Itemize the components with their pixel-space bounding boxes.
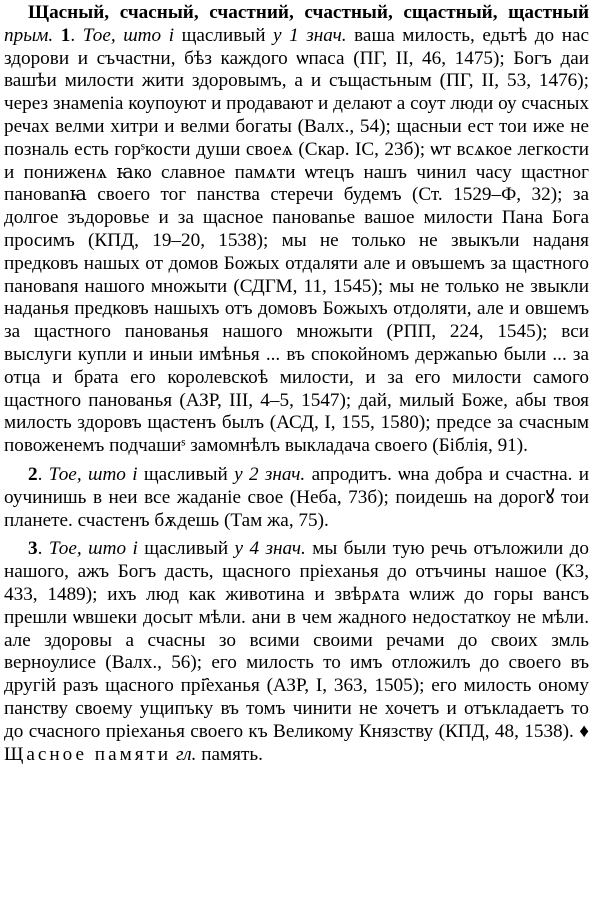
sense-synonym: щасливый xyxy=(143,463,228,485)
sense-synonym: щасливый xyxy=(144,538,229,560)
sense-1-paragraph: Щасный, счасный, счастний, счастный, сщастный, щастный прым. 1. Тое, што і щасливый у 1 знач. ваша милость, едьтѣ до нас здорови и съчастни, бѣз каждого ѡпаса (ПГ, II, 46, 1475); Богъ даи вашѣи милости жити здоровымъ, а и същастьным (ПГ, II, 53, 1476); через знамеnіа коупоуют и продавают и делают а соут люди оу счасных речах велми хитри и велми богаты (Валх., 54); щасныи ест тои иже не позналь есть горˢкости души своеѧ (Скар. ІС, 23б); ѡт всѧкое легкости и пониженѧ ꙗко славное памѧти ѡтецъ нашъ чинил часу щастног пановаnꙗ своего тог панства стеречи будемъ (Ст. 1529–Ф, 32); за долгое зъдоровье и за щасное пановаnье вашое милости Пана Бога просимъ (КПД, 19–20, 1538); мы не только не звыкъли наданя предковъ нашых от домов Божых отдаляти але и овъшемъ за щастного пановаnя нашого множыти (СДГМ, 11, 1545); мы не только не звыкли наданья предковъ нашыхъ отъ домовъ Божыхъ отдоляти, але и овшемъ за щастного панованья нашого множыти (РПП, 224, 1545); вси выслуги купли и иныи имѣнья ... въ спокойномъ держаnью были ... за отца и брата его королевскоѣ милости, и за его милости самого щастного панованья (АЗР, III, 4–5, 1547); дай, милый Боже, абы твоя милость здоровъ щастенъ былъ (АСД, I, 155, 1580); предсе за счасным повоженемъ подчашиˢ замомнѣлъ выкладача своего (Біблія, 91). xyxy=(4,2,589,457)
sense-synonym: щасливый xyxy=(181,24,266,46)
sense-ref-label: у 4 знач. xyxy=(234,538,306,560)
sense-ref-label: у 2 знач. xyxy=(234,463,306,485)
sense-definition: Тое, што і xyxy=(48,538,138,560)
sense-2-paragraph: 2. Тое, што і щасливый у 2 знач. апродитъ. ѡна добра и счастна. и оучинишь в неи все жаданіе свое (Неба, 73б); поидешь на дорогꙋ тои планете. счастенъ бѫдешь (Там жа, 75). xyxy=(4,463,590,531)
sense-number: 2 xyxy=(28,463,38,485)
sense-ref-label: у 1 знач. xyxy=(273,24,347,46)
sense-citations: апродитъ. ѡна добра и счастна. и оучинишь в неи все жаданіе свое (Неба, 73б); поидешь на дорогꙋ тои планете. счастенъ бѫдешь (Там жа, 75). xyxy=(4,463,590,531)
phrase-label: гл. xyxy=(176,743,197,765)
phrase-marker-icon: ♦ xyxy=(579,720,589,742)
headword: Щасный, счасный, счастний, счастный, сщастный, щастный xyxy=(28,2,589,23)
sense-citations: мы были тую речь отъложили до нашого, ажъ Богъ дасть, щасного пріеханья до отъчины нашое (КЗ, 433, 1489); ихъ люд как животина и звѣрѧта ѡлиж до горы вансъ прешли ѡвшеки досыт мѣли. ани в чем жадного недостаткоу не мѣли. але здоровы а счасны зо всими своими речами до своих змль верноулисе (Валх., 56); его милость то имъ отложилъ до своего въ другій разъ щасного прі҄еханья (АЗР, I, 363, 1505); его милость оному панству своему ущипъку въ томъ чинити не хочетъ и отъкладаетъ то до счасного пріеханья своего къ Великому Князству (КПД, 48, 1538). xyxy=(4,538,589,742)
sense-number: 1 xyxy=(60,24,71,46)
sense-definition: Тое, што і xyxy=(82,24,175,46)
sense-citations: ваша милость, едьтѣ до нас здорови и съчастни, бѣз каждого ѡпаса (ПГ, II, 46, 1475); Богъ даи вашѣи милости жити здоровымъ, а и същастьным (ПГ, II, 53, 1476); через знамеnіа коупоуют и продавают и делают а соут люди оу счасных речах велми хитри и велми богаты (Валх., 54); щасныи ест тои иже не позналь есть горˢкости души своеѧ (Скар. ІС, 23б); ѡт всѧкое легкости и пониженѧ ꙗко славное памѧти ѡтецъ нашъ чинил часу щастног пановаnꙗ своего тог панства стеречи будемъ (Ст. 1529–Ф, 32); за долгое зъдоровье и за щасное пановаnье вашое милости Пана Бога просимъ (КПД, 19–20, 1538); мы не только не звыкъли наданя предковъ нашых от домов Божых отдаляти але и овъшемъ за щастного пановаnя нашого множыти (СДГМ, 11, 1545); мы не только не звыкли наданья предковъ нашыхъ отъ домовъ Божыхъ отдоляти, але и овшемъ за щастного панованья нашого множыти (РПП, 224, 1545); вси выслуги купли и иныи имѣнья ... въ спокойномъ держаnью были ... за отца и брата его королевскоѣ милости, и за его милости самого щастного панованья (АЗР, III, 4–5, 1547); дай, милый Боже, абы твоя милость здоровъ щастенъ былъ (АСД, I, 155, 1580); предсе за счасным повоженемъ подчашиˢ замомнѣлъ выкладача своего (Біблія, 91). xyxy=(4,24,589,457)
dictionary-entry xyxy=(4,2,589,766)
sense-definition: Тое, што і xyxy=(48,463,138,485)
pos-label: прым. xyxy=(4,24,54,46)
set-phrase: Щасное памяти xyxy=(4,743,172,765)
sense-3-paragraph: 3. Тое, што і щасливый у 4 знач. мы были тую речь отъложили до нашого, ажъ Богъ дасть, щасного пріеханья до отъчины нашое (КЗ, 433, 1489); ихъ люд как животина и звѣрѧта ѡлиж до горы вансъ прешли ѡвшеки досыт мѣли. ани в чем жадного недостаткоу не мѣли. але здоровы а счасны зо всими своими речами до своих змль верноулисе (Валх., 56); его милость то имъ отложилъ до своего въ другій разъ щасного прі҄еханья (АЗР, I, 363, 1505); его милость оному панству своему ущипъку въ томъ чинити не хочетъ и отъкладаетъ то до счасного пріеханья своего къ Великому Князству (КПД, 48, 1538). ♦ Щасное памяти гл. память. xyxy=(4,538,589,765)
sense-number: 3 xyxy=(28,538,38,560)
phrase-cross-reference: память. xyxy=(201,743,263,765)
